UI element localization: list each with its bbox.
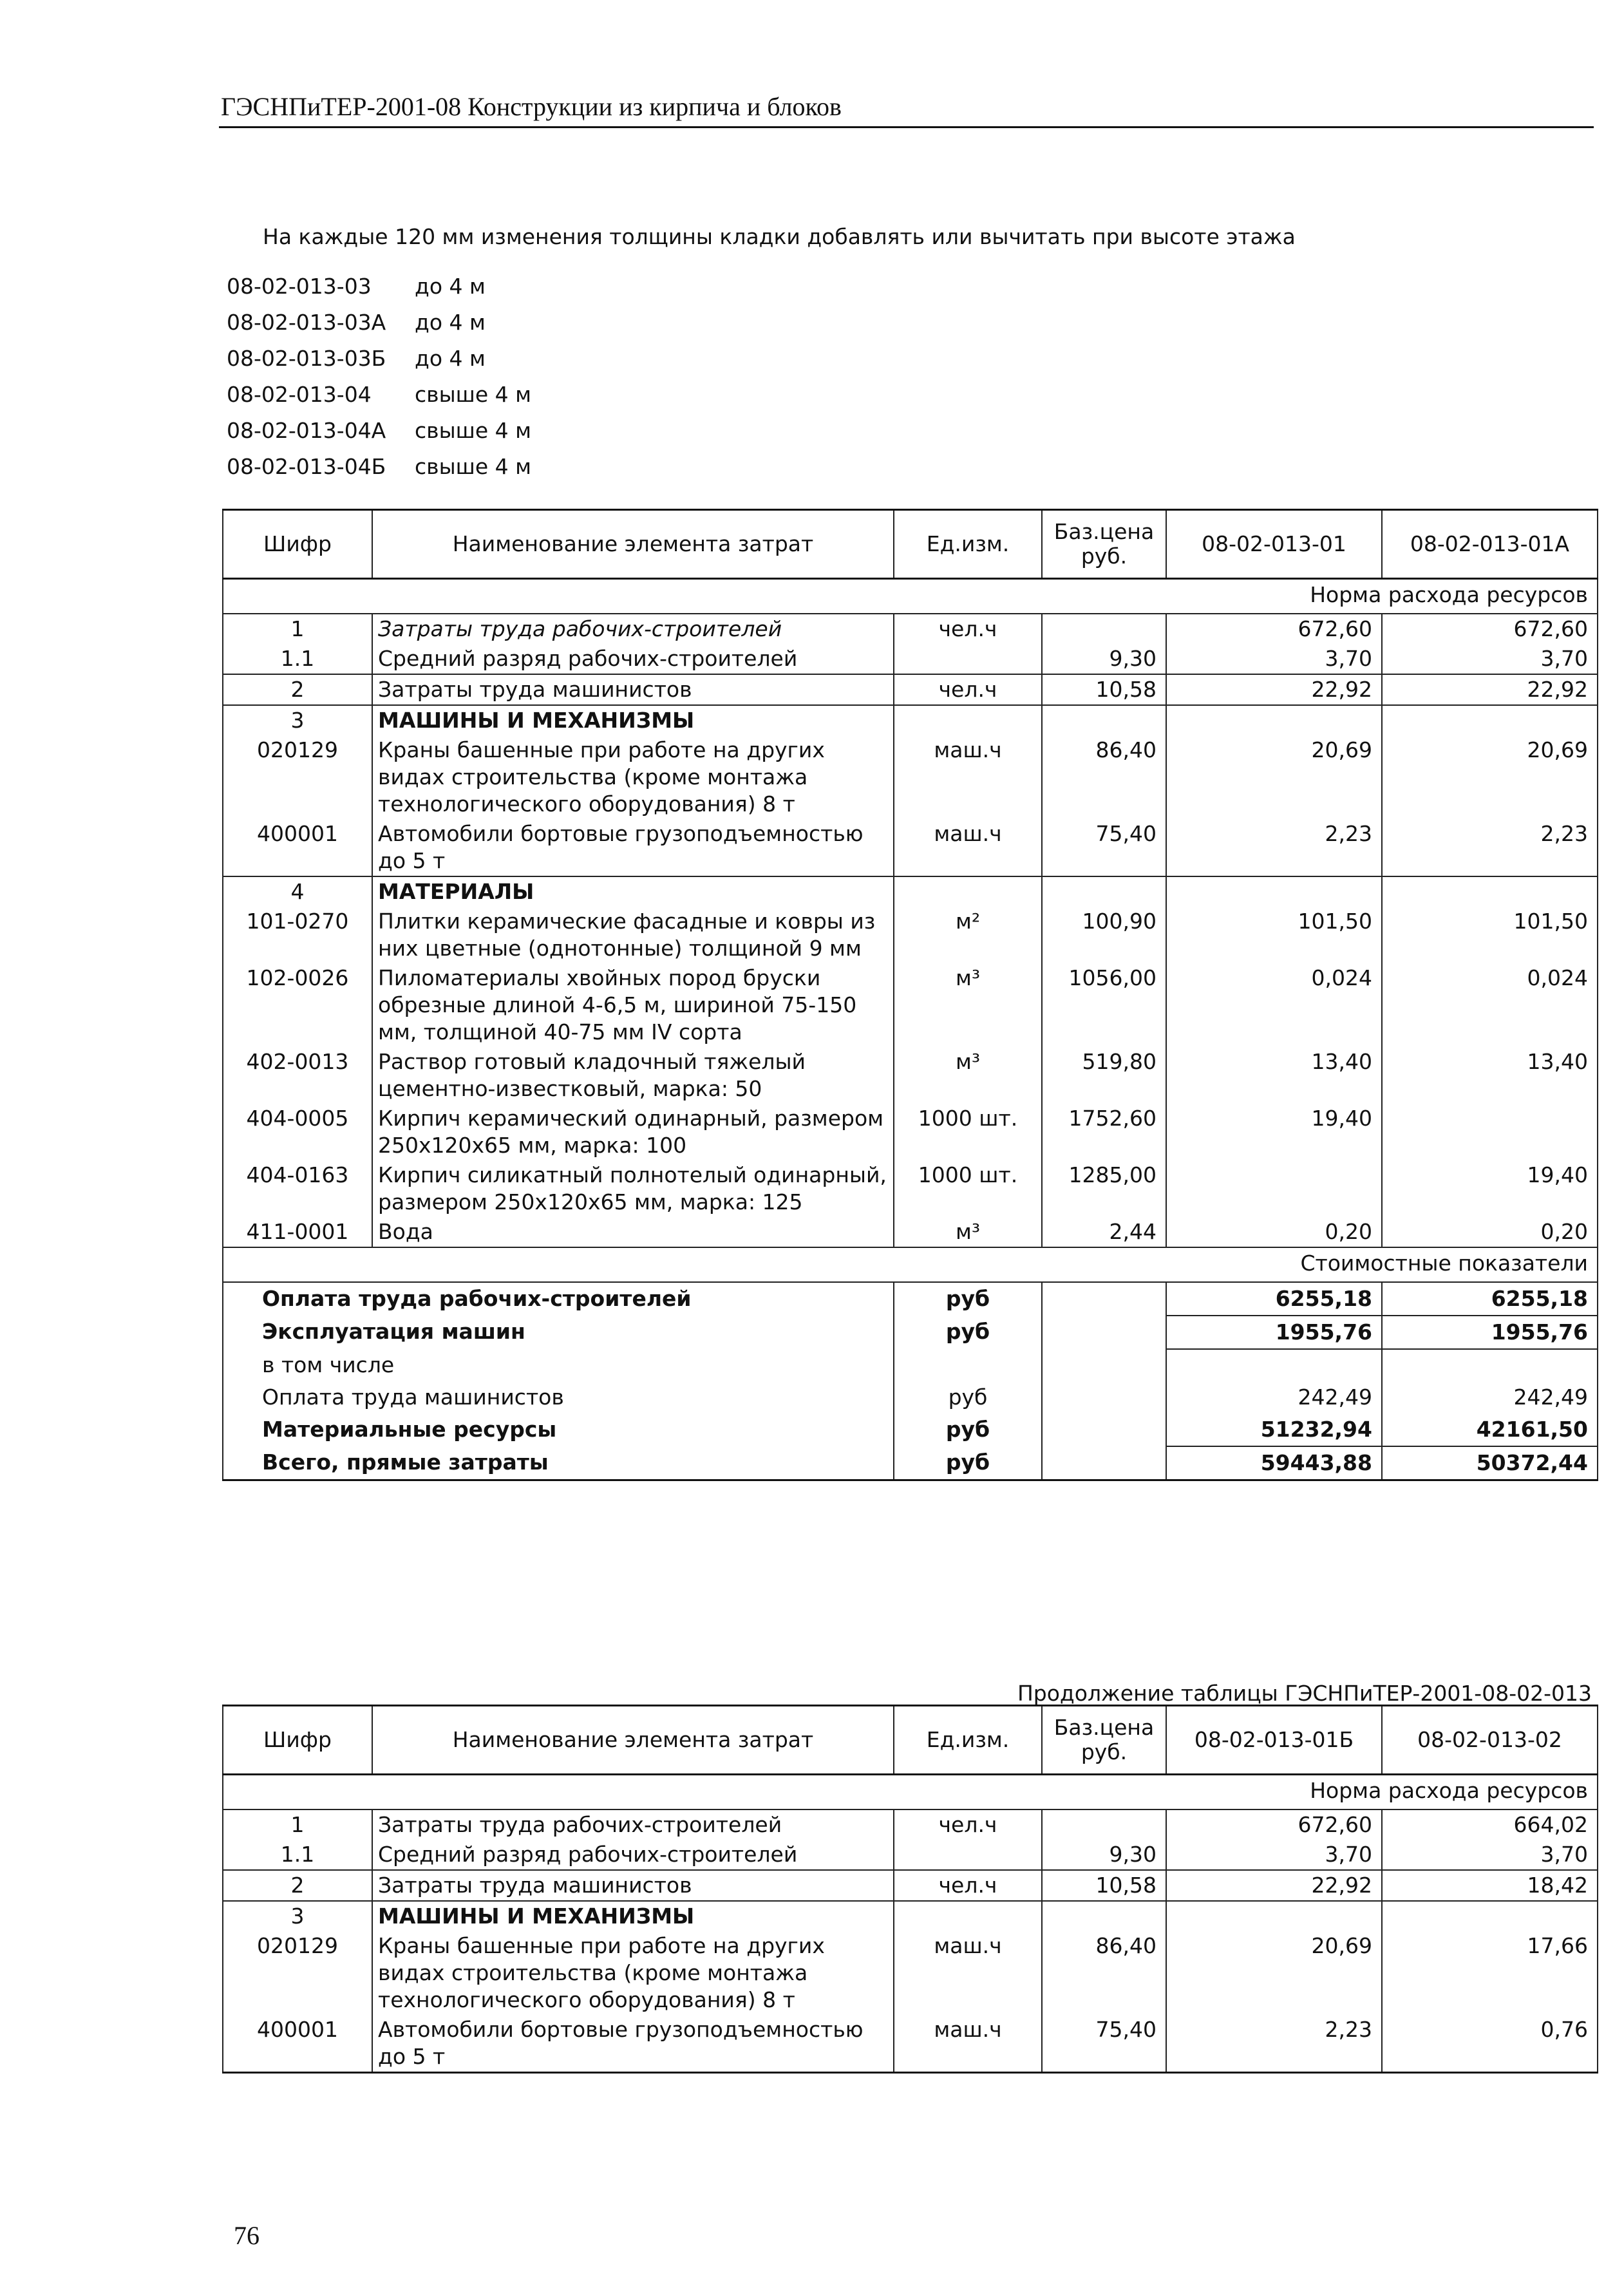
- row-value-1: 0,20: [1166, 1217, 1382, 1247]
- variant-desc: до 4 м: [415, 274, 486, 299]
- cost-value-1: 242,49: [1166, 1381, 1382, 1413]
- header-name: Наименование элемента затрат: [372, 1706, 894, 1775]
- cost-value-1: 1955,76: [1166, 1316, 1382, 1349]
- row-value-1: 20,69: [1166, 1931, 1382, 2015]
- row-value-2: 0,024: [1382, 963, 1598, 1047]
- row-code: 4: [223, 876, 372, 907]
- variant-desc: до 4 м: [415, 346, 486, 371]
- row-value-2: 0,76: [1382, 2015, 1598, 2073]
- variant-item: [227, 382, 531, 418]
- variant-desc: до 4 м: [415, 310, 486, 335]
- row-price: 1056,00: [1042, 963, 1166, 1047]
- table-row: [223, 819, 1598, 876]
- row-code: 020129: [223, 735, 372, 819]
- row-code: 3: [223, 1901, 372, 1931]
- table-row: [223, 674, 1598, 705]
- row-unit: м³: [894, 963, 1042, 1047]
- row-price: 10,58: [1042, 1870, 1166, 1901]
- table-row: [223, 2015, 1598, 2073]
- running-header: ГЭСНПиТЕР-2001-08 Конструкции из кирпича и блоков: [221, 92, 842, 121]
- cost-unit: руб: [894, 1446, 1042, 1480]
- row-value-1: 22,92: [1166, 674, 1382, 705]
- row-price: 9,30: [1042, 1840, 1166, 1870]
- row-code: 102-0026: [223, 963, 372, 1047]
- cost-empty: [1042, 1446, 1166, 1480]
- table-row: [223, 963, 1598, 1047]
- row-value-2: 2,23: [1382, 819, 1598, 876]
- cost-name: Оплата труда рабочих-строителей: [223, 1282, 894, 1316]
- row-code: 1.1: [223, 1840, 372, 1870]
- row-code: 020129: [223, 1931, 372, 2015]
- row-name: Затраты труда машинистов: [372, 674, 894, 705]
- variant-code: 08-02-013-04А: [227, 418, 386, 443]
- row-price: 10,58: [1042, 674, 1166, 705]
- cost-value-1: 6255,18: [1166, 1282, 1382, 1316]
- row-value-1: [1166, 1901, 1382, 1931]
- norm-label: Норма расхода ресурсов: [223, 1775, 1598, 1810]
- row-code: 404-0163: [223, 1160, 372, 1217]
- norm-label-row: [223, 579, 1598, 614]
- row-code: 400001: [223, 2015, 372, 2073]
- row-value-2: [1382, 705, 1598, 735]
- header-name: Наименование элемента затрат: [372, 510, 894, 579]
- row-value-2: 664,02: [1382, 1809, 1598, 1840]
- cost-unit: руб: [894, 1316, 1042, 1349]
- cost-unit: [894, 1349, 1042, 1381]
- cost-name: Оплата труда машинистов: [223, 1381, 894, 1413]
- resource-table-1: [222, 509, 1598, 1481]
- variant-item: [227, 418, 531, 454]
- variant-item: [227, 454, 531, 490]
- row-name: МАШИНЫ И МЕХАНИЗМЫ: [372, 705, 894, 735]
- row-name: Средний разряд рабочих-строителей: [372, 1840, 894, 1870]
- header-code: Шифр: [223, 1706, 372, 1775]
- cost-label-row: [223, 1247, 1598, 1282]
- row-code: 101-0270: [223, 907, 372, 963]
- row-code: 2: [223, 674, 372, 705]
- row-value-2: [1382, 1901, 1598, 1931]
- header-col1: 08-02-013-01: [1166, 510, 1382, 579]
- cost-empty: [1042, 1316, 1166, 1349]
- cost-value-2: 242,49: [1382, 1381, 1598, 1413]
- row-price: 86,40: [1042, 1931, 1166, 2015]
- cost-value-2: [1382, 1349, 1598, 1381]
- cost-row: [223, 1349, 1598, 1381]
- row-value-1: 3,70: [1166, 644, 1382, 674]
- cost-empty: [1042, 1282, 1166, 1316]
- variant-list: [227, 274, 531, 490]
- row-code: 2: [223, 1870, 372, 1901]
- table-row: [223, 1840, 1598, 1870]
- row-name: Краны башенные при работе на других видах строительства (кроме монтажа технологического оборудования) 8 т: [372, 1931, 894, 2015]
- row-unit: чел.ч: [894, 614, 1042, 644]
- row-value-2: 19,40: [1382, 1160, 1598, 1217]
- row-value-2: 3,70: [1382, 1840, 1598, 1870]
- cost-row: [223, 1413, 1598, 1446]
- header-col1: 08-02-013-01Б: [1166, 1706, 1382, 1775]
- cost-name: Всего, прямые затраты: [223, 1446, 894, 1480]
- cost-label: Стоимостные показатели: [223, 1247, 1598, 1282]
- row-value-2: 101,50: [1382, 907, 1598, 963]
- cost-row: [223, 1282, 1598, 1316]
- table-header-row: [223, 510, 1598, 579]
- table-row: [223, 1870, 1598, 1901]
- row-price: 1752,60: [1042, 1104, 1166, 1160]
- row-unit: 1000 шт.: [894, 1160, 1042, 1217]
- row-value-1: [1166, 876, 1382, 907]
- cost-name: в том числе: [223, 1349, 894, 1381]
- row-unit: 1000 шт.: [894, 1104, 1042, 1160]
- header-rule: [219, 126, 1594, 128]
- row-unit: [894, 644, 1042, 674]
- cost-value-2: 6255,18: [1382, 1282, 1598, 1316]
- row-code: 402-0013: [223, 1047, 372, 1104]
- table-header-row: [223, 1706, 1598, 1775]
- table-row: [223, 644, 1598, 674]
- cost-unit: руб: [894, 1282, 1042, 1316]
- cost-value-2: 1955,76: [1382, 1316, 1598, 1349]
- variant-desc: свыше 4 м: [415, 418, 532, 443]
- row-value-2: [1382, 1104, 1598, 1160]
- header-unit: Ед.изм.: [894, 1706, 1042, 1775]
- cost-row: [223, 1316, 1598, 1349]
- row-name: Автомобили бортовые грузоподъемностью до 5 т: [372, 819, 894, 876]
- row-name: Затраты труда рабочих-строителей: [372, 614, 894, 644]
- row-unit: маш.ч: [894, 2015, 1042, 2073]
- row-value-1: [1166, 705, 1382, 735]
- row-value-2: 672,60: [1382, 614, 1598, 644]
- cost-empty: [1042, 1381, 1166, 1413]
- cost-value-1: 51232,94: [1166, 1413, 1382, 1446]
- norm-label: Норма расхода ресурсов: [223, 579, 1598, 614]
- table-row: [223, 1160, 1598, 1217]
- variant-item: [227, 346, 531, 382]
- row-name: Затраты труда машинистов: [372, 1870, 894, 1901]
- row-unit: м³: [894, 1047, 1042, 1104]
- header-col2: 08-02-013-01А: [1382, 510, 1598, 579]
- row-price: 100,90: [1042, 907, 1166, 963]
- row-value-1: [1166, 1160, 1382, 1217]
- header-price: Баз.цена руб.: [1042, 1706, 1166, 1775]
- continuation-label: Продолжение таблицы ГЭСНПиТЕР-2001-08-02-013: [1017, 1681, 1592, 1706]
- row-price: 86,40: [1042, 735, 1166, 819]
- row-name: Автомобили бортовые грузоподъемностью до 5 т: [372, 2015, 894, 2073]
- row-price: 75,40: [1042, 2015, 1166, 2073]
- cost-empty: [1042, 1349, 1166, 1381]
- row-name: Пиломатериалы хвойных пород бруски обрезные длиной 4-6,5 м, шириной 75-150 мм, толщиной 40-75 мм IV сорта: [372, 963, 894, 1047]
- cost-value-1: 59443,88: [1166, 1446, 1382, 1480]
- row-name: Средний разряд рабочих-строителей: [372, 644, 894, 674]
- row-code: 411-0001: [223, 1217, 372, 1247]
- row-value-1: 2,23: [1166, 2015, 1382, 2073]
- row-price: 2,44: [1042, 1217, 1166, 1247]
- row-value-1: 20,69: [1166, 735, 1382, 819]
- row-unit: маш.ч: [894, 735, 1042, 819]
- table-row: [223, 1047, 1598, 1104]
- row-unit: маш.ч: [894, 819, 1042, 876]
- cost-row: [223, 1446, 1598, 1480]
- row-price: 75,40: [1042, 819, 1166, 876]
- row-price: 1285,00: [1042, 1160, 1166, 1217]
- table-row: [223, 705, 1598, 735]
- variant-item: [227, 310, 531, 346]
- row-value-1: 672,60: [1166, 614, 1382, 644]
- cost-unit: руб: [894, 1381, 1042, 1413]
- row-value-1: 3,70: [1166, 1840, 1382, 1870]
- row-unit: [894, 1901, 1042, 1931]
- row-price: [1042, 876, 1166, 907]
- table-row: [223, 907, 1598, 963]
- row-value-2: [1382, 876, 1598, 907]
- row-code: 3: [223, 705, 372, 735]
- cost-row: [223, 1381, 1598, 1413]
- row-name: Вода: [372, 1217, 894, 1247]
- cost-name: Эксплуатация машин: [223, 1316, 894, 1349]
- row-value-1: 672,60: [1166, 1809, 1382, 1840]
- table-row: [223, 1901, 1598, 1931]
- row-unit: м³: [894, 1217, 1042, 1247]
- row-code: 1.1: [223, 644, 372, 674]
- table-row: [223, 876, 1598, 907]
- row-value-2: 18,42: [1382, 1870, 1598, 1901]
- row-value-2: 13,40: [1382, 1047, 1598, 1104]
- cost-value-2: 42161,50: [1382, 1413, 1598, 1446]
- row-value-1: 0,024: [1166, 963, 1382, 1047]
- row-value-1: 13,40: [1166, 1047, 1382, 1104]
- variant-desc: свыше 4 м: [415, 382, 532, 407]
- variant-code: 08-02-013-03Б: [227, 346, 386, 371]
- row-value-1: 19,40: [1166, 1104, 1382, 1160]
- row-price: [1042, 1901, 1166, 1931]
- header-code: Шифр: [223, 510, 372, 579]
- row-code: 1: [223, 1809, 372, 1840]
- row-code: 404-0005: [223, 1104, 372, 1160]
- cost-name: Материальные ресурсы: [223, 1413, 894, 1446]
- header-unit: Ед.изм.: [894, 510, 1042, 579]
- page-number: 76: [234, 2221, 260, 2250]
- cost-empty: [1042, 1413, 1166, 1446]
- table-row: [223, 735, 1598, 819]
- table-row: [223, 1809, 1598, 1840]
- row-unit: [894, 1840, 1042, 1870]
- row-name: Краны башенные при работе на других видах строительства (кроме монтажа технологического оборудования) 8 т: [372, 735, 894, 819]
- row-value-2: 0,20: [1382, 1217, 1598, 1247]
- row-name: МАТЕРИАЛЫ: [372, 876, 894, 907]
- row-unit: чел.ч: [894, 674, 1042, 705]
- row-unit: чел.ч: [894, 1870, 1042, 1901]
- table-row: [223, 1217, 1598, 1247]
- cost-value-1: [1166, 1349, 1382, 1381]
- row-name: Раствор готовый кладочный тяжелый цементно-известковый, марка: 50: [372, 1047, 894, 1104]
- row-value-2: 17,66: [1382, 1931, 1598, 2015]
- row-name: МАШИНЫ И МЕХАНИЗМЫ: [372, 1901, 894, 1931]
- row-price: [1042, 705, 1166, 735]
- table-row: [223, 1931, 1598, 2015]
- row-price: 519,80: [1042, 1047, 1166, 1104]
- resource-table-2: [222, 1705, 1598, 2074]
- cost-unit: руб: [894, 1413, 1042, 1446]
- row-price: [1042, 1809, 1166, 1840]
- row-code: 400001: [223, 819, 372, 876]
- row-value-1: 101,50: [1166, 907, 1382, 963]
- row-unit: [894, 705, 1042, 735]
- header-col2: 08-02-013-02: [1382, 1706, 1598, 1775]
- row-value-1: 2,23: [1166, 819, 1382, 876]
- variant-item: [227, 274, 531, 310]
- row-value-2: 22,92: [1382, 674, 1598, 705]
- norm-label-row: [223, 1775, 1598, 1810]
- row-name: Затраты труда рабочих-строителей: [372, 1809, 894, 1840]
- row-unit: м²: [894, 907, 1042, 963]
- row-name: Кирпич керамический одинарный, размером 250х120х65 мм, марка: 100: [372, 1104, 894, 1160]
- table-row: [223, 1104, 1598, 1160]
- row-code: 1: [223, 614, 372, 644]
- row-unit: [894, 876, 1042, 907]
- row-unit: маш.ч: [894, 1931, 1042, 2015]
- row-price: [1042, 614, 1166, 644]
- row-value-1: 22,92: [1166, 1870, 1382, 1901]
- row-unit: чел.ч: [894, 1809, 1042, 1840]
- intro-text: На каждые 120 мм изменения толщины кладки добавлять или вычитать при высоте этажа: [263, 224, 1296, 249]
- cost-value-2: 50372,44: [1382, 1446, 1598, 1480]
- header-price: Баз.цена руб.: [1042, 510, 1166, 579]
- table-row: [223, 614, 1598, 644]
- row-value-2: 20,69: [1382, 735, 1598, 819]
- variant-code: 08-02-013-04: [227, 382, 372, 407]
- variant-code: 08-02-013-03: [227, 274, 372, 299]
- row-name: Кирпич силикатный полнотелый одинарный, размером 250х120х65 мм, марка: 125: [372, 1160, 894, 1217]
- row-price: 9,30: [1042, 644, 1166, 674]
- row-value-2: 3,70: [1382, 644, 1598, 674]
- variant-code: 08-02-013-03А: [227, 310, 386, 335]
- variant-code: 08-02-013-04Б: [227, 454, 386, 479]
- variant-desc: свыше 4 м: [415, 454, 532, 479]
- row-name: Плитки керамические фасадные и ковры из них цветные (однотонные) толщиной 9 мм: [372, 907, 894, 963]
